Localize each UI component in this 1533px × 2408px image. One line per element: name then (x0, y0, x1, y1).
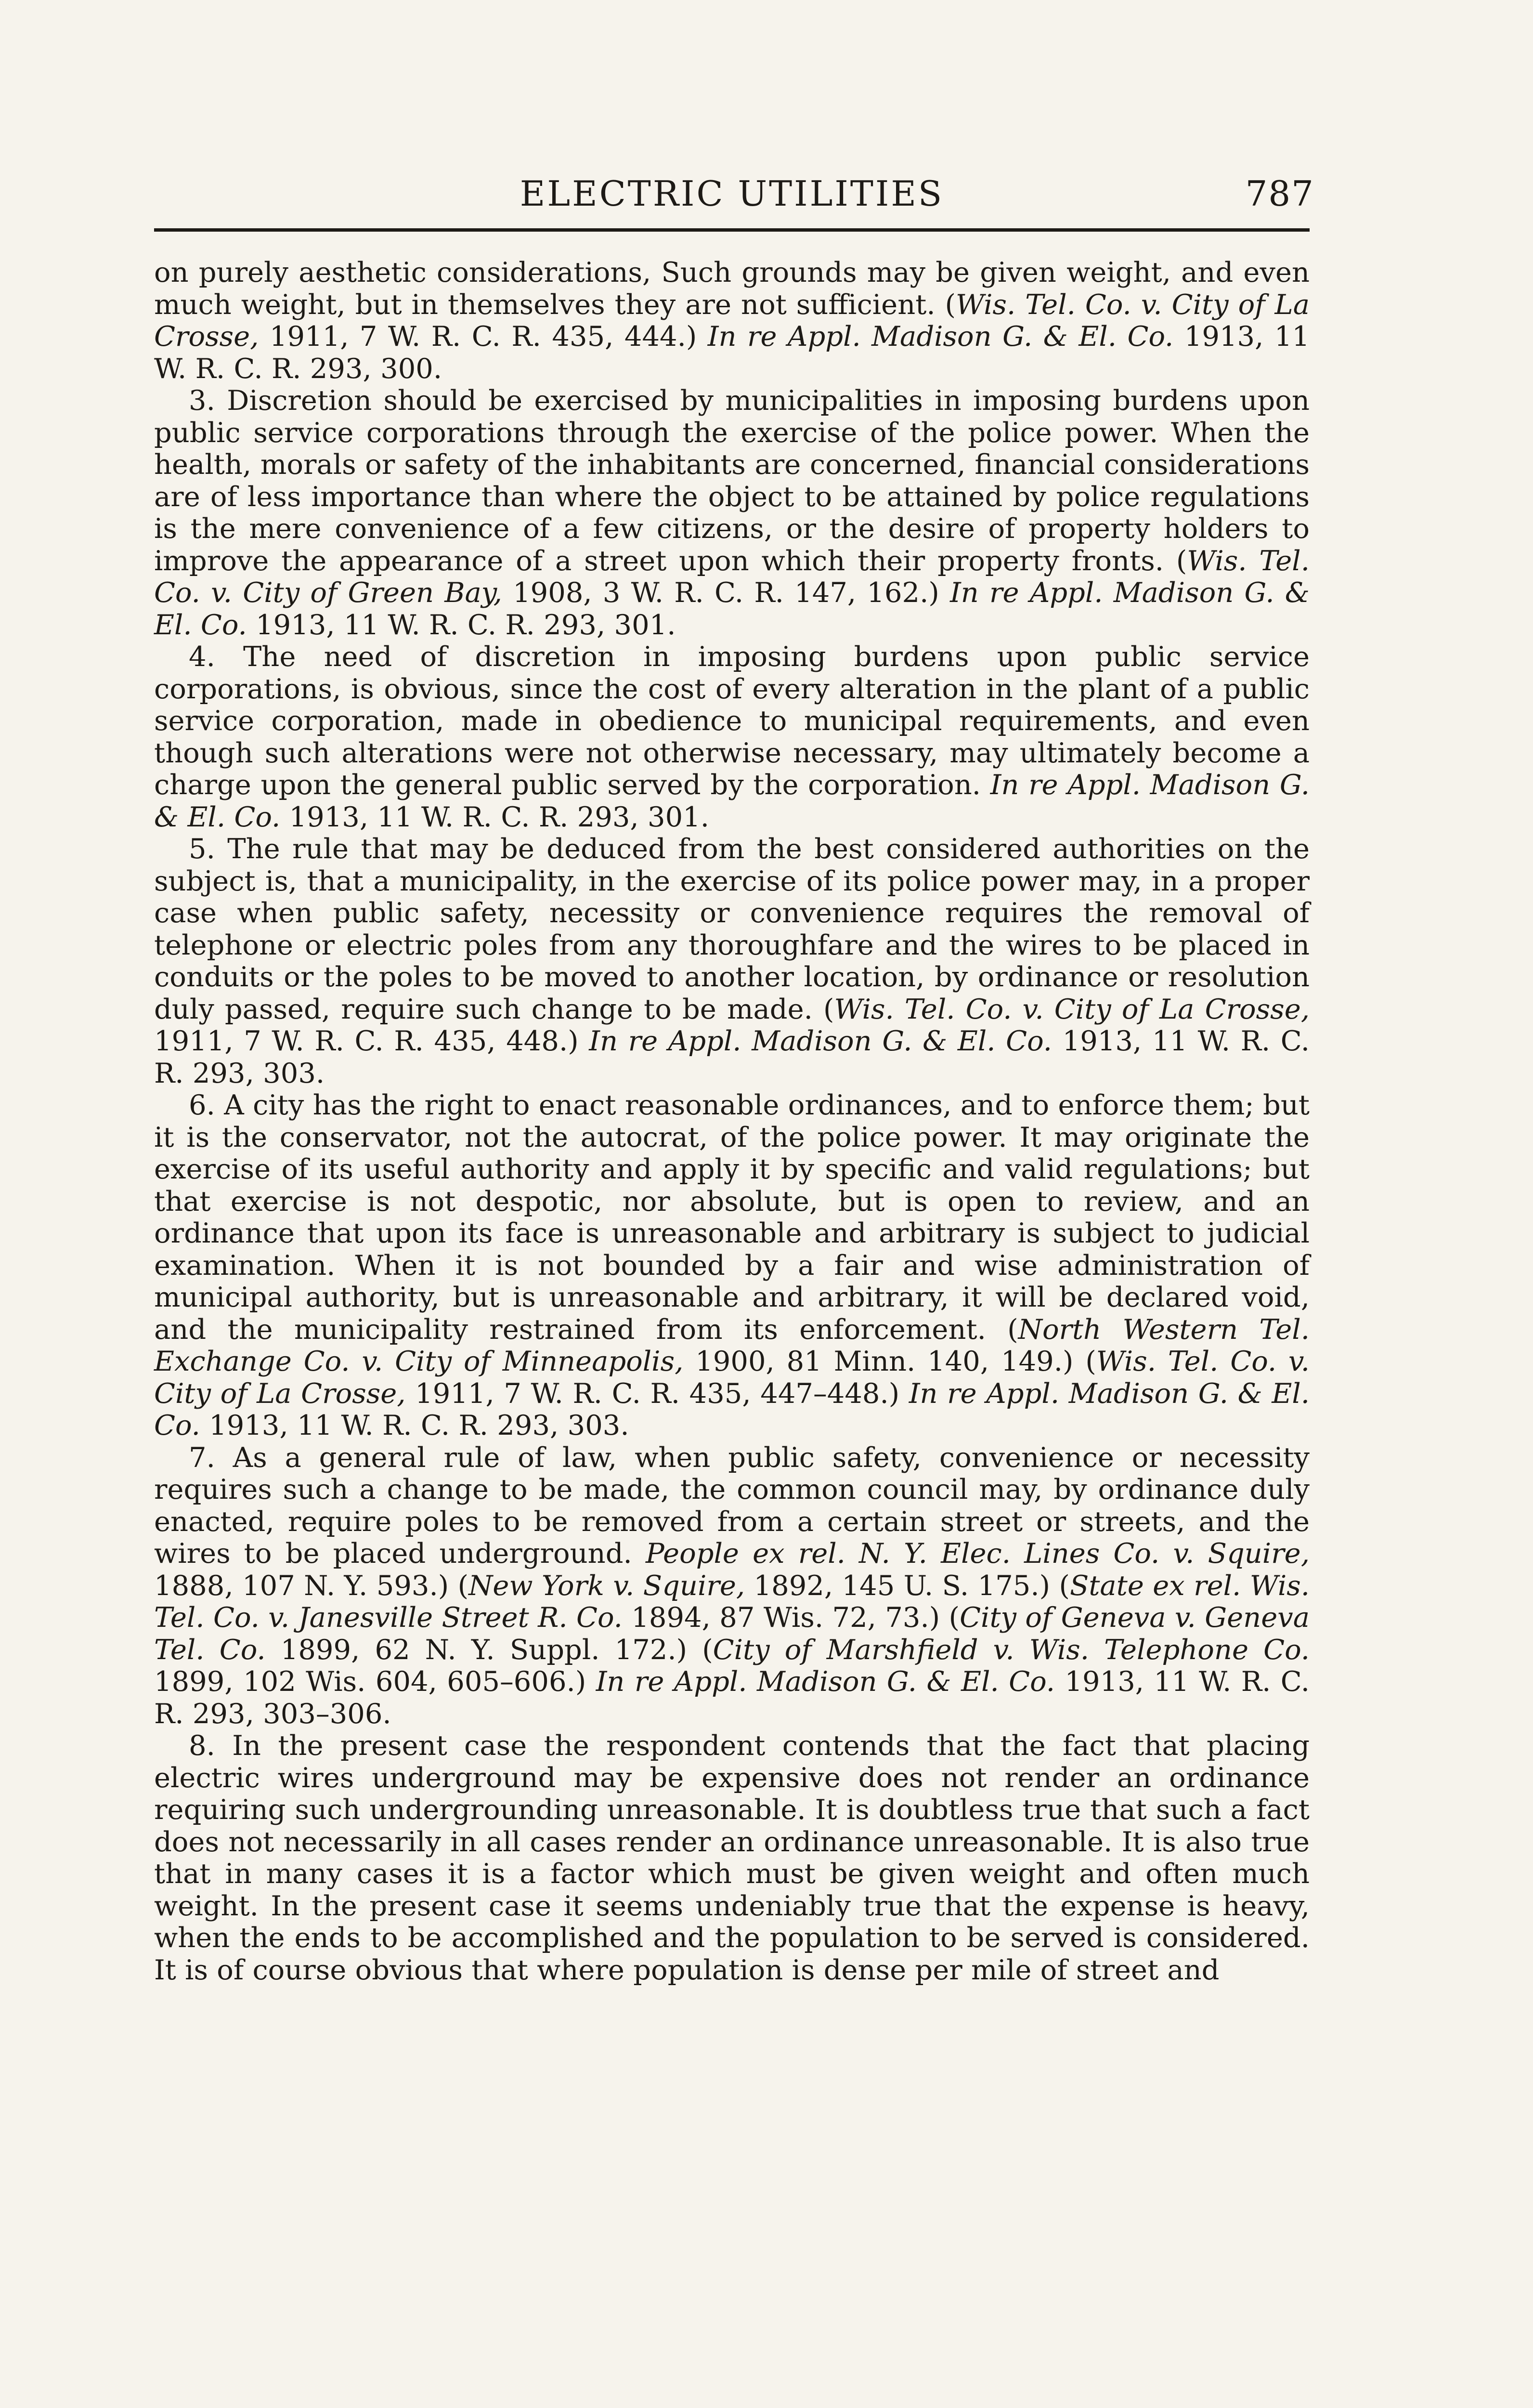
case-citation: In re Appl. Madison G. & El. Co. (589, 1025, 1052, 1057)
page-header (154, 173, 1314, 226)
paragraph-text: 1911, 7 W. R. C. R. 435, 444.) (259, 320, 708, 353)
paragraph-text: 1888, 107 N. Y. 593.) ( (154, 1569, 469, 1602)
paragraph-text: 1913, 11 W. R. C. R. 293, 303. (200, 1409, 629, 1441)
paragraph-p5 (154, 833, 1310, 1089)
paragraph-text: 8. In the present case the respondent contends that the fact that placing electric wires underground may be expensive does not render an ordinance requiring such undergrounding unreasonable. It is doubtless true that such a fact does not necessarily in all cases render an ordinance unreasonable. It is also true that in many cases it is a factor which must be given weight and often much weight. In the present case it seems undeniably true that the expense is heavy, when the ends to be accomplished and the population to be served is considered. It is of course obvious that where population is dense per mile of street and (154, 1729, 1310, 1986)
paragraph-text: on purely aesthetic considerations, Such grounds may be given weight, and even much weight, but in themselves they are not sufficient. ( (154, 256, 1310, 321)
case-citation: City of Marshfield v. Wis. Telephone Co. (713, 1633, 1310, 1666)
paragraph-text: 1892, 145 U. S. 175.) ( (745, 1569, 1070, 1602)
paragraph-text: 4. The need of discretion in imposing burdens upon public service corporations, is obvious, since the cost of every alteration in the plant of a public service corporation, made in obedience to municipal requirements, and even though such alterations were not otherwise necessary, may ultimately become a charge upon the general public served by the corporation. (154, 641, 1310, 801)
paragraph-text: 1913, 11 W. R. C. R. 293, 301. (247, 608, 676, 641)
case-citation: Wis. Tel. Co. v. City of Green Bay, (154, 544, 1310, 609)
paragraph-text: 1899, 62 N. Y. Suppl. 172.) ( (265, 1633, 713, 1666)
case-citation: State ex rel. Wis. Tel. Co. v. Janesville Street R. Co. (154, 1569, 1310, 1634)
paragraph-text: 1908, 3 W. R. C. R. 147, 162.) (502, 576, 950, 609)
page-number: 787 (1245, 173, 1314, 214)
paragraph-p3 (154, 385, 1310, 641)
case-citation: In re Appl. Madison G. & El. Co. (154, 1377, 1310, 1441)
paragraph-p7 (154, 1442, 1310, 1730)
case-citation: In re Appl. Madison G. & El. Co. (154, 769, 1310, 833)
paragraph-text: 5. The rule that may be deduced from the best considered authorities on the subject is, that a municipality, in the exercise of its police power may, in a proper case when public safety, necessity or convenience requires the removal of telephone or electric poles from any thoroughfare and the wires to be placed in conduits or the poles to be moved to another location, by ordinance or resolution duly passed, require such change to be made. ( (154, 833, 1310, 1025)
paragraph-text: 7. As a general rule of law, when public safety, convenience or necessity requires such a change to be made, the common council may, by ordinance duly enacted, require poles to be removed from a certain street or streets, and the wires to be placed underground. (154, 1441, 1310, 1570)
paragraph-p8 (154, 1730, 1310, 1986)
paragraph-text: 1911, 7 W. R. C. R. 435, 448.) (154, 1025, 589, 1057)
case-citation: Wis. Tel. Co. v. City of La Crosse, (154, 288, 1310, 353)
paragraph-text: 1913, 11 W. R. C. R. 293, 303–306. (154, 1665, 1310, 1730)
paragraph-text: 1899, 102 Wis. 604, 605–606.) (154, 1665, 596, 1698)
paragraph-text: 1913, 11 W. R. C. R. 293, 303. (154, 1025, 1310, 1089)
paragraph-text: 1900, 81 Minn. 140, 149.) ( (683, 1345, 1096, 1377)
case-citation: Wis. Tel. Co. v. City of La Crosse, (834, 993, 1310, 1025)
case-citation: City of Geneva v. Geneva Tel. Co. (154, 1601, 1310, 1666)
running-head: ELECTRIC UTILITIES (520, 173, 944, 214)
case-citation: In re Appl. Madison G. & El. Co. (707, 320, 1174, 353)
case-citation: People ex rel. N. Y. Elec. Lines Co. v. Squire, (645, 1537, 1310, 1570)
case-citation: Wis. Tel. Co. v. City of La Crosse, (154, 1345, 1310, 1410)
case-citation: New York v. Squire, (468, 1569, 745, 1602)
header-rule (154, 228, 1310, 232)
body-text (154, 257, 1310, 1986)
case-citation: In re Appl. Madison G. & El. Co. (596, 1665, 1055, 1698)
paragraph-p4 (154, 641, 1310, 833)
paragraph-p6 (154, 1089, 1310, 1442)
paragraph-text: 3. Discretion should be exercised by municipalities in imposing burdens upon public service corporations through the exercise of the police power. When the health, morals or safety of the inhabitants are concerned, financial considerations are of less importance than where the object to be attained by police regulations is the mere convenience of a few citizens, or the desire of property holders to improve the appearance of a street upon which their property fronts. ( (154, 384, 1310, 577)
case-citation: In re Appl. Madison G. & El. Co. (154, 576, 1310, 641)
paragraph-text: 1913, 11 W. R. C. R. 293, 300. (154, 320, 1310, 385)
book-page (154, 173, 1314, 1986)
paragraph-cont (154, 257, 1310, 385)
paragraph-text: 1911, 7 W. R. C. R. 435, 447–448.) (405, 1377, 909, 1410)
case-citation: North Western Tel. Exchange Co. v. City of Minneapolis, (154, 1313, 1310, 1377)
paragraph-text: 1913, 11 W. R. C. R. 293, 301. (280, 800, 710, 833)
paragraph-text: 1894, 87 Wis. 72, 73.) ( (622, 1601, 960, 1634)
paragraph-text: 6. A city has the right to enact reasonable ordinances, and to enforce them; but it is the conservator, not the autocrat, of the police power. It may originate the exercise of its useful authority and apply it by specific and valid regulations; but that exercise is not despotic, nor absolute, but is open to review, and an ordinance that upon its face is unreasonable and arbitrary is subject to judicial examination. When it is not bounded by a fair and wise administration of municipal authority, but is unreasonable and arbitrary, it will be declared void, and the municipality restrained from its enforcement. ( (154, 1089, 1310, 1346)
